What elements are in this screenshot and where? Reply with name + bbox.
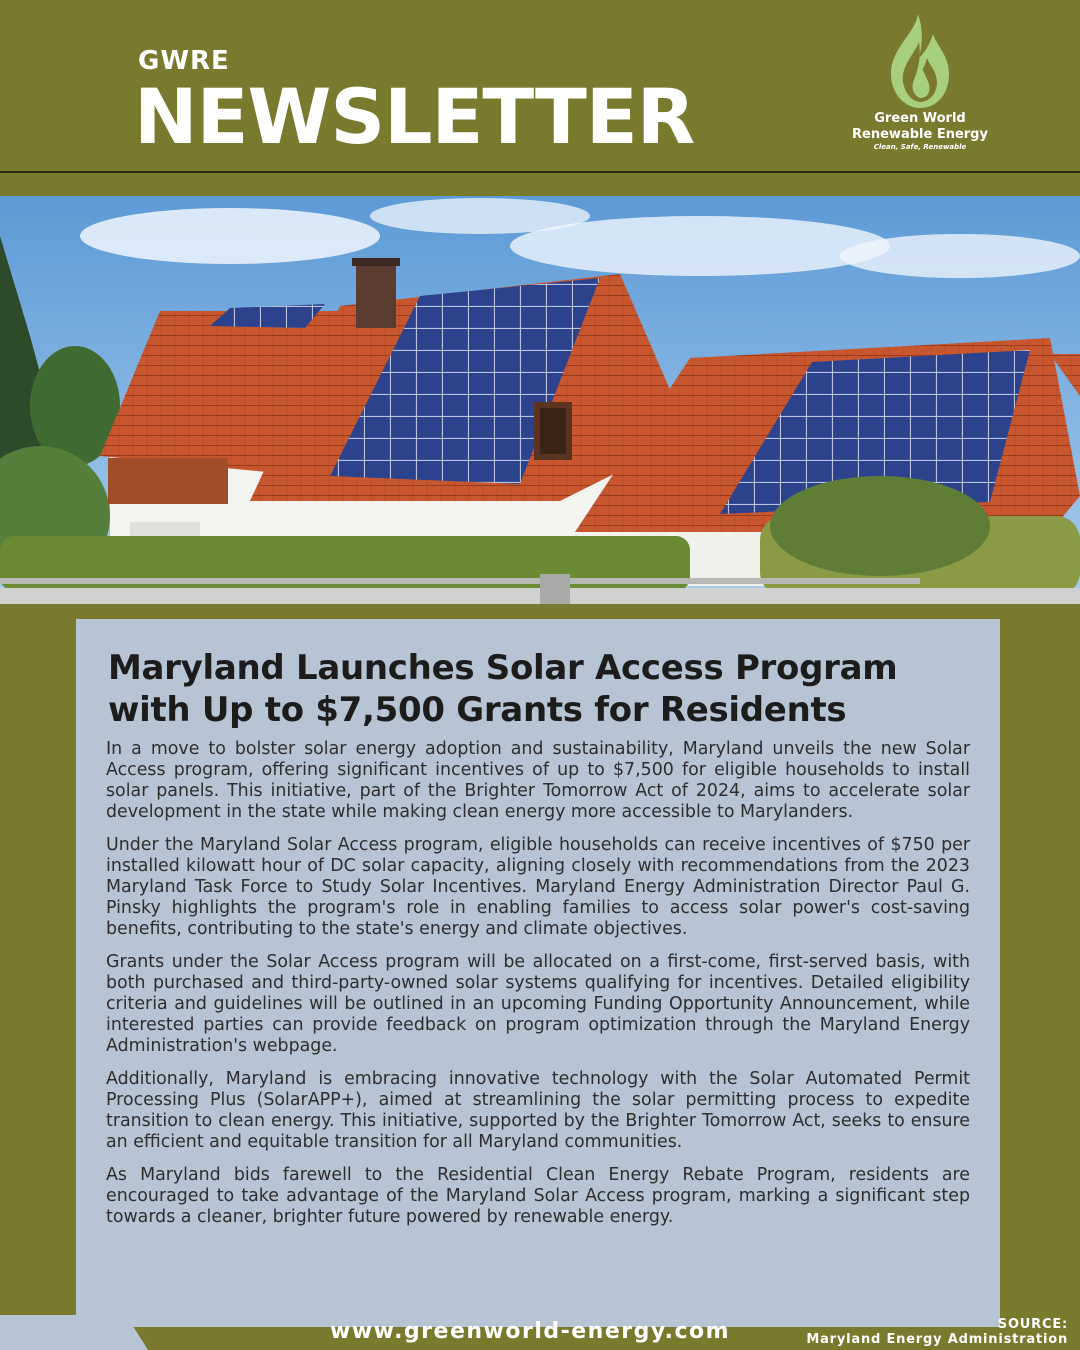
logo-name-line2: Renewable Energy [852, 127, 988, 142]
website-link[interactable]: www.greenworld-energy.com [330, 1319, 731, 1344]
article-paragraph: Under the Maryland Solar Access program, eligible households can receive incentives of $750 per installed kilowatt hour of DC solar capacity, aligning closely with recommendations from the 2023 Maryland Task Force to Study Solar Incentives. Maryland Energy Administration Director Paul G. Pinsky highlights the program's role in enabling families to access solar power's cost-saving benefits, contributing to the state's energy and climate objectives. [106, 835, 970, 939]
newsletter-header [0, 0, 1080, 172]
flame-leaf-icon [885, 12, 955, 110]
article-paragraph: In a move to bolster solar energy adoption and sustainability, Maryland unveils the new Solar Access program, offering significant incentives of up to $7,500 for eligible households to install solar panels. This initiative, part of the Brighter Tomorrow Act of 2024, aims to accelerate solar development in the state while making clean energy more accessible to Marylanders. [106, 739, 970, 822]
source-label: SOURCE: [997, 1317, 1068, 1332]
article-paragraph: Grants under the Solar Access program will be allocated on a first-come, first-served basis, with both purchased and third-party-owned solar systems qualifying for incentives. Detailed eligibility criteria and guidelines will be outlined in an upcoming Funding Opportunity Announcement, while interested parties can provide feedback on program optimization through the Maryland Energy Administration's webpage. [106, 952, 970, 1056]
newsletter-kicker: GWRE [138, 46, 230, 76]
source-name: Maryland Energy Administration [806, 1332, 1068, 1347]
article-panel [76, 619, 1000, 1327]
source-credit [806, 1317, 1068, 1347]
logo-tagline: Clean, Safe, Renewable [873, 143, 967, 151]
article-paragraph: Additionally, Maryland is embracing innovative technology with the Solar Automated Permit Processing Plus (SolarAPP+), aimed at streamlining the solar permitting process to expedite transition to clean energy. This initiative, supported by the Brighter Tomorrow Act, seeks to ensure an efficient and equitable transition for all Maryland communities. [106, 1069, 970, 1152]
newsletter-title: NEWSLETTER [134, 72, 695, 161]
company-logo[interactable] [838, 12, 1002, 162]
article-headline: Maryland Launches Solar Access Program with Up to $7,500 Grants for Residents [108, 648, 898, 730]
article-body [106, 739, 970, 1240]
header-divider [0, 171, 1080, 173]
logo-name-line1: Green World [874, 111, 966, 126]
solar-houses-photo [0, 196, 1080, 604]
article-paragraph: As Maryland bids farewell to the Residential Clean Energy Rebate Program, residents are encouraged to take advantage of the Maryland Solar Access program, marking a significant step towards a cleaner, brighter future powered by renewable energy. [106, 1165, 970, 1227]
